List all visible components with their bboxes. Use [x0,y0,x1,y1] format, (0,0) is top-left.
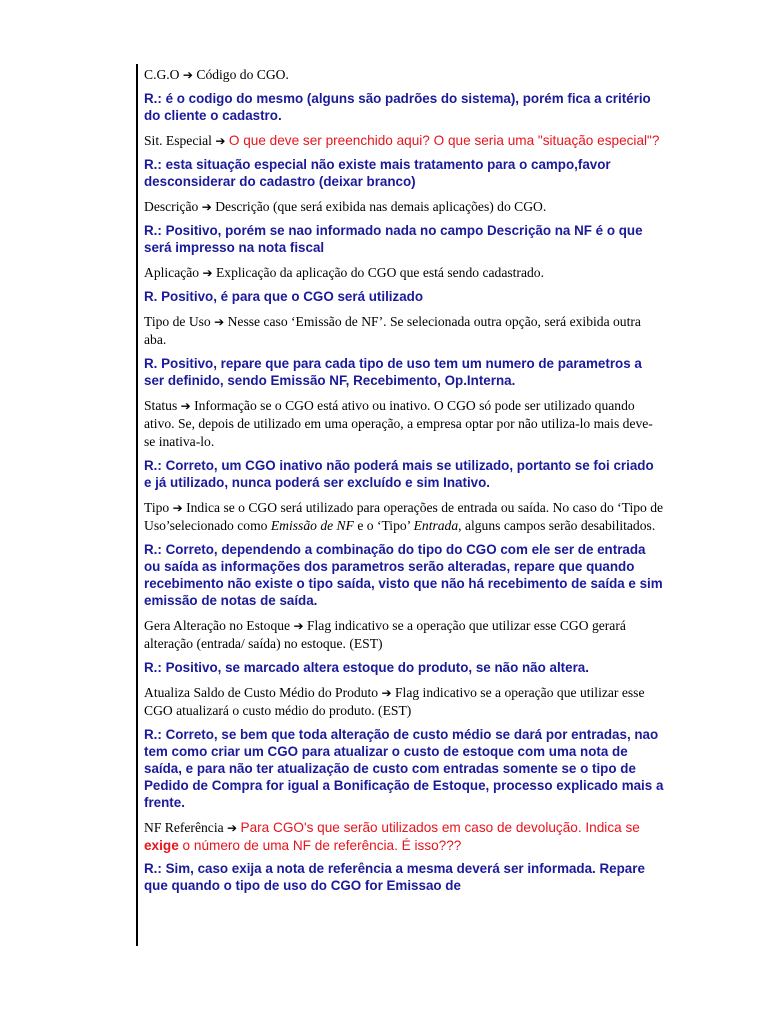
field-definition [144,66,664,84]
field-description: Explicação da aplicação do CGO que está sendo cadastrado. [215,265,544,280]
answer-text: R.: esta situação especial não existe mais tratamento para o campo,favor desconsiderar do cadastro (deixar branco) [144,157,611,189]
field-description-emphasis: Emissão de NF [270,518,354,533]
answer-text: R.: é o codigo do mesmo (alguns são padrões do sistema), porém fica a critério do cliente o cadastro. [144,91,651,123]
field-description-emphasis: Entrada [413,518,459,533]
answer-text: R.: Correto, se bem que toda alteração de custo médio se dará por entradas, nao tem como criar um CGO para atualizar o custo de estoque com uma nota de saída, e para não ter atualização de custo com entradas somente se o tipo de Pedido de Compra for igual a Bonificação de Estoque, processo explicado mais a frente. [144,727,664,810]
arrow-right-icon: ➔ [201,200,212,214]
field-term: Tipo [144,500,170,515]
left-margin-rule [136,64,138,946]
question-text: Para CGO's que serão utilizados em caso de devolução. Indica se [240,820,640,835]
field-description: e o ‘Tipo’ [353,518,414,533]
field-term: Sit. Especial [144,133,212,148]
arrow-right-icon: ➔ [381,686,392,700]
arrow-right-icon: ➔ [293,619,304,633]
arrow-right-icon: ➔ [180,399,191,413]
answer-text: R.: Positivo, porém se nao informado nada no campo Descrição na NF é o que será impresso na nota fiscal [144,223,643,255]
answer-text: R.: Positivo, se marcado altera estoque do produto, se não não altera. [144,660,589,675]
answer-text: R.: Correto, um CGO inativo não poderá mais se utilizado, portanto se foi criado e já utilizado, nunca poderá ser excluído e sim Inativo. [144,458,654,490]
field-term: Gera Alteração no Estoque [144,618,291,633]
field-definition [144,198,664,216]
arrow-right-icon: ➔ [214,315,225,329]
field-description: Código do CGO. [196,67,289,82]
arrow-right-icon: ➔ [182,68,193,82]
field-description: Informação se o CGO está ativo ou inativo. O CGO só pode ser utilizado quando ativo. Se, depois de utilizado em uma operação, a empresa optar por não utiliza-lo mais deve-se inativa-lo. [144,398,653,449]
arrow-right-icon: ➔ [202,266,213,280]
question-text: O que deve ser preenchido aqui? O que seria uma "situação especial"? [228,133,660,148]
arrow-right-icon: ➔ [227,821,238,835]
question-text: o número de uma NF de referência. É isso??? [178,838,462,853]
field-description: Nesse caso ‘Emissão de NF’. Se selecionada outra opção, será exibida outra aba. [144,314,641,347]
field-definition [144,617,664,653]
field-term: C.G.O [144,67,180,82]
field-term: Aplicação [144,265,200,280]
field-definition [144,264,664,282]
field-description: Flag indicativo se a operação que utilizar esse CGO atualizará o custo médio do produto. (EST) [144,685,645,718]
field-description: Indica se o CGO será utilizado para operações de entrada ou saída. No caso do ‘Tipo de Uso’selecionado como [144,500,664,533]
answer-text: R. Positivo, repare que para cada tipo de uso tem um numero de parametros a ser definido, sendo Emissão NF, Recebimento, Op.Interna. [144,356,642,388]
field-term: Status [144,398,178,413]
field-term: Descrição [144,199,199,214]
field-description: Flag indicativo se a operação que utilizar esse CGO gerará alteração (entrada/ saída) no estoque. (EST) [144,618,626,651]
field-term: Atualiza Saldo de Custo Médio do Produto [144,685,379,700]
arrow-right-icon: ➔ [172,501,183,515]
question-emphasis: exige [144,838,179,853]
field-definition [144,313,664,349]
field-description: , alguns campos serão desabilitados. [458,518,656,533]
arrow-right-icon: ➔ [215,134,226,148]
field-definition [144,132,664,150]
field-term: NF Referência [144,820,224,835]
field-description: Descrição (que será exibida nas demais aplicações) do CGO. [215,199,547,214]
answer-text: R.: Sim, caso exija a nota de referência a mesma deverá ser informada. Repare que quando o tipo de uso do CGO for Emissao de [144,861,645,893]
field-definition [144,397,664,451]
field-definition [144,684,664,720]
field-definition [144,819,664,854]
field-definition [144,499,664,535]
field-term: Tipo de Uso [144,314,211,329]
document-body [144,66,664,902]
answer-text: R.: Correto, dependendo a combinação do tipo do CGO com ele ser de entrada ou saída as informações dos parametros serão alteradas, repare que quando recebimento não existe o tipo saída, visto que não há recebimento de saída e sim emissão de notas de saída. [144,542,663,608]
answer-text: R. Positivo, é para que o CGO será utilizado [144,289,424,304]
